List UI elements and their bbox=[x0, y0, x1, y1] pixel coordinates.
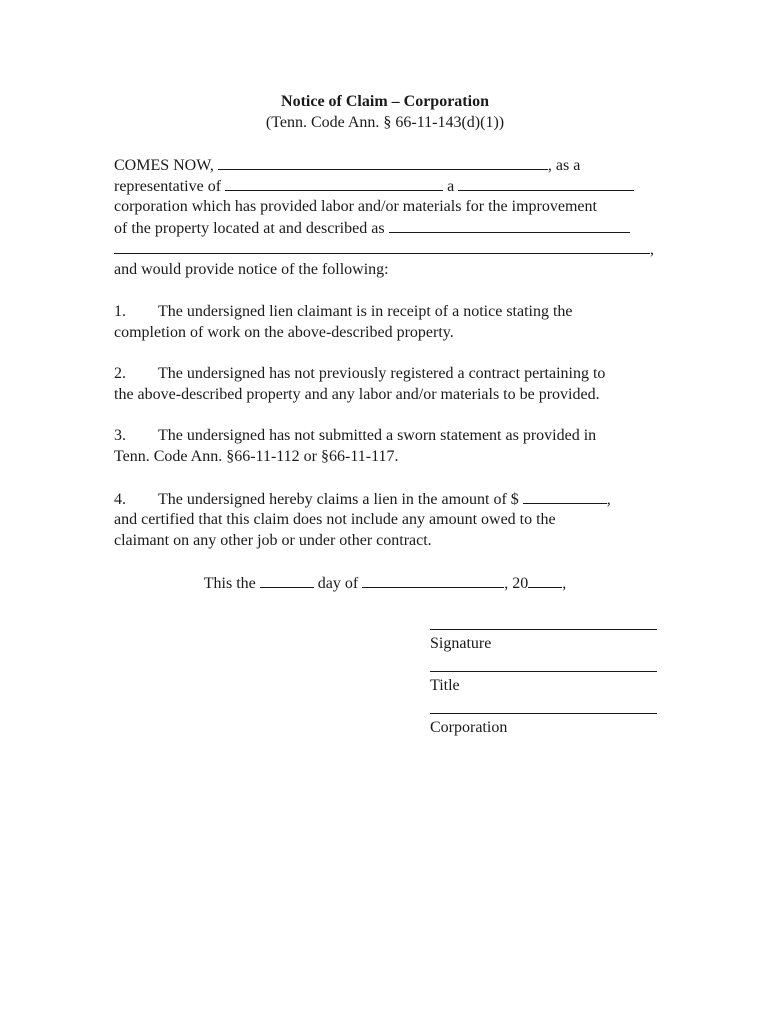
corporation-field[interactable] bbox=[430, 713, 657, 714]
statute-citation: (Tenn. Code Ann. § 66-11-143(d)(1)) bbox=[265, 114, 505, 131]
item-4-comma: , bbox=[606, 491, 611, 508]
item-2-number: 2. bbox=[114, 365, 126, 382]
year-prefix-text: , 20 bbox=[504, 575, 529, 592]
property-description-field-1[interactable] bbox=[389, 218, 630, 233]
comes-now-text: COMES NOW, bbox=[114, 157, 214, 174]
document-title: Notice of Claim – Corporation bbox=[281, 93, 489, 110]
year-field[interactable] bbox=[528, 573, 562, 588]
signature-field[interactable] bbox=[430, 629, 657, 630]
this-the-text: This the bbox=[203, 575, 256, 592]
corporation-label: Corporation bbox=[430, 719, 508, 736]
company-name-field[interactable] bbox=[225, 176, 443, 191]
item-4-text: The undersigned hereby claims a lien in the amount of $ bbox=[158, 491, 519, 508]
day-of-text: day of bbox=[317, 575, 359, 592]
item-2-text: The undersigned has not previously registered a contract pertaining to bbox=[158, 365, 606, 382]
title-field[interactable] bbox=[430, 671, 657, 672]
day-field[interactable] bbox=[260, 573, 314, 588]
intro-line-6: and would provide notice of the following: bbox=[114, 261, 389, 278]
item-1-line-1 bbox=[114, 302, 573, 322]
intro-line-4 bbox=[114, 218, 630, 239]
item-3-number: 3. bbox=[114, 427, 126, 444]
signature-label: Signature bbox=[430, 635, 492, 652]
representative-of-text: representative of bbox=[114, 178, 222, 195]
intro-line-1 bbox=[114, 155, 580, 176]
item-1-number: 1. bbox=[114, 303, 126, 320]
item-2-line-1 bbox=[114, 364, 605, 384]
intro-line-2 bbox=[114, 176, 634, 197]
date-end-text: , bbox=[562, 575, 567, 592]
as-a-text: , as a bbox=[547, 157, 581, 174]
item-1-text: The undersigned lien claimant is in receipt of a notice stating the bbox=[158, 303, 573, 320]
item-3-line-1 bbox=[114, 426, 596, 446]
lien-amount-field[interactable] bbox=[523, 489, 607, 504]
date-line bbox=[0, 573, 770, 594]
claimant-name-field[interactable] bbox=[218, 155, 548, 170]
property-described-text: of the property located at and described as bbox=[114, 220, 385, 237]
comma-text: , bbox=[650, 241, 654, 258]
item-4-number: 4. bbox=[114, 491, 126, 508]
item-3-text: The undersigned has not submitted a sworn statement as provided in bbox=[158, 427, 597, 444]
item-2-line-2: the above-described property and any labor and/or materials to be provided. bbox=[114, 386, 600, 403]
title-label: Title bbox=[430, 677, 460, 694]
item-1-line-2: completion of work on the above-described property. bbox=[114, 324, 454, 341]
item-4-line-1 bbox=[114, 489, 611, 510]
a-text: a bbox=[447, 178, 455, 195]
intro-line-3: corporation which has provided labor and/or materials for the improvement bbox=[114, 198, 597, 215]
state-of-incorporation-field[interactable] bbox=[458, 176, 634, 191]
intro-line-5 bbox=[114, 239, 654, 260]
property-description-field-2[interactable] bbox=[114, 239, 650, 254]
item-4-line-2: and certified that this claim does not include any amount owed to the bbox=[114, 511, 556, 528]
item-4-line-3: claimant on any other job or under other contract. bbox=[114, 532, 432, 549]
item-3-line-2: Tenn. Code Ann. §66-11-112 or §66-11-117. bbox=[114, 448, 399, 465]
month-field[interactable] bbox=[362, 573, 504, 588]
